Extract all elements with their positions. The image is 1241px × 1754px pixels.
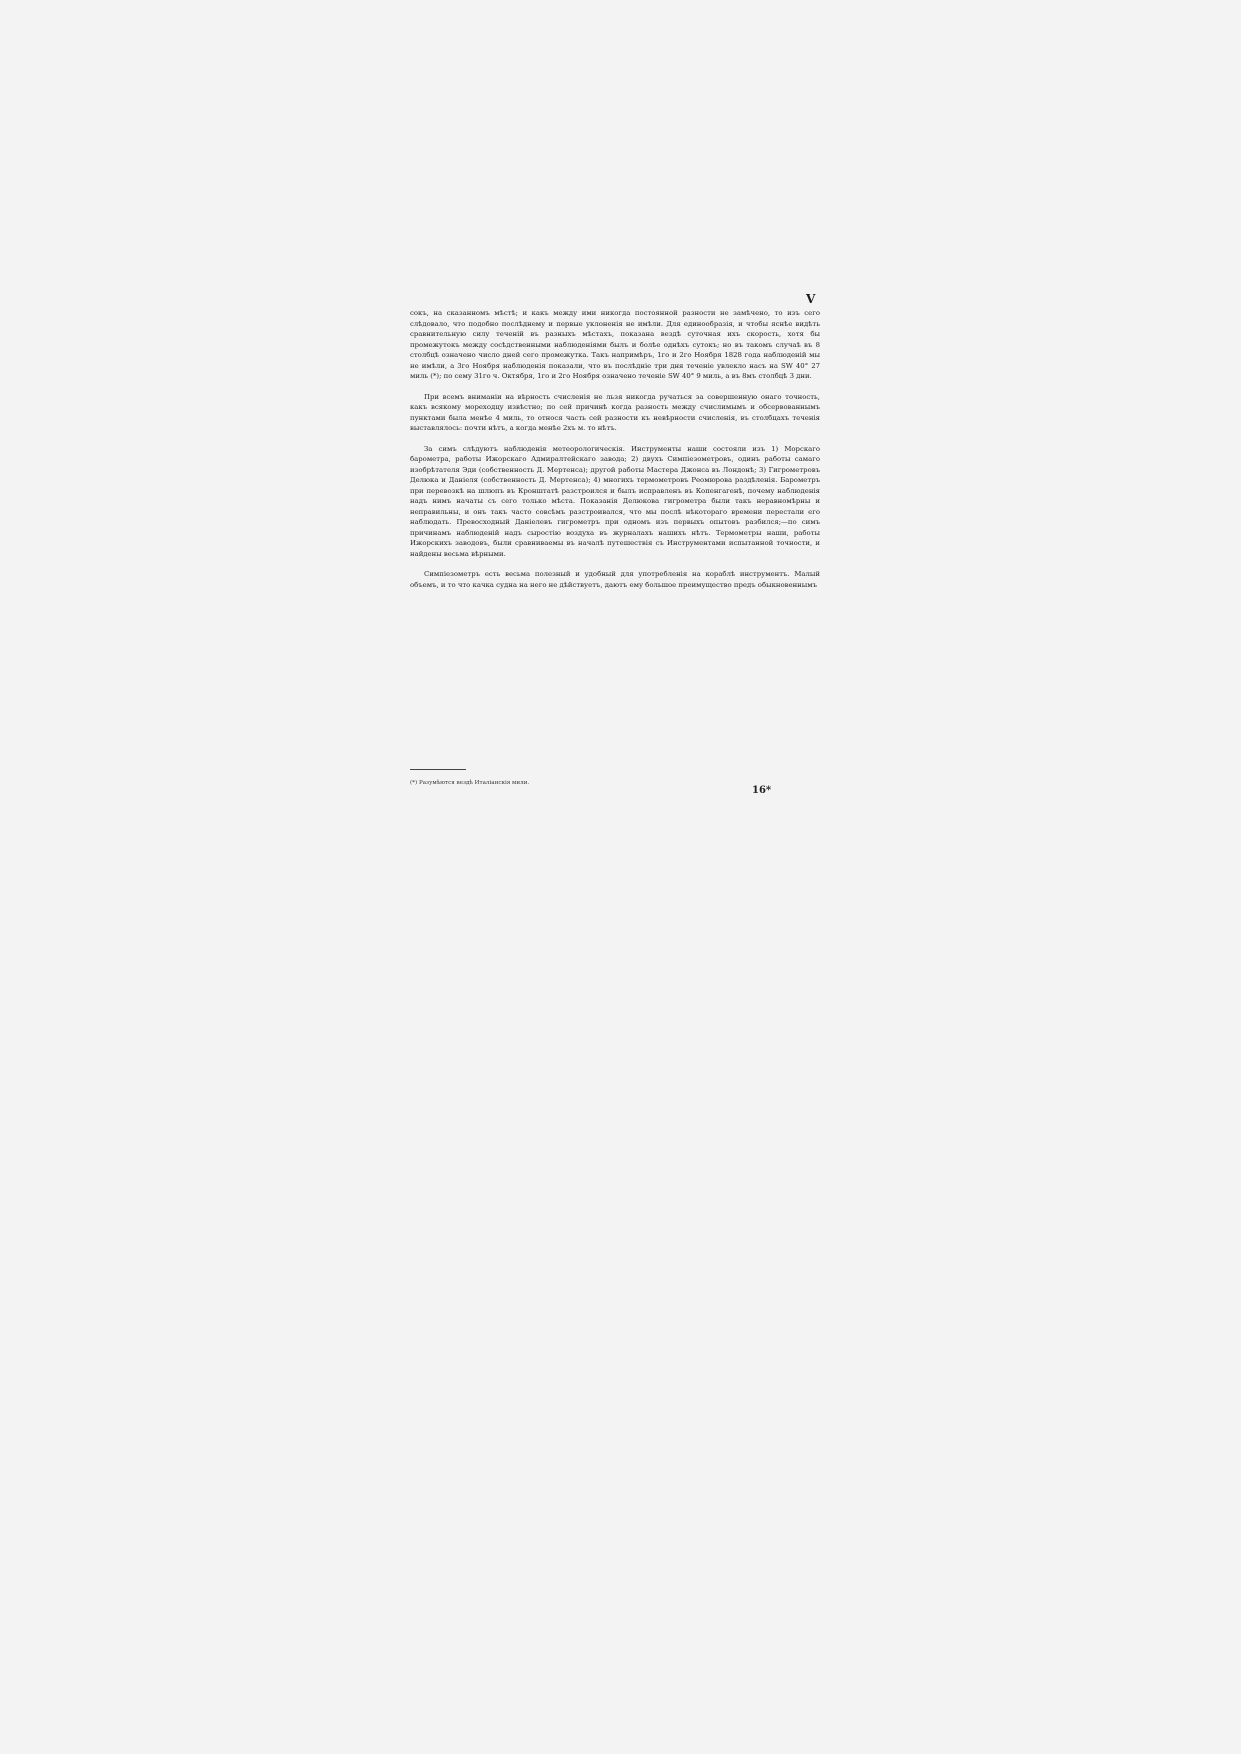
paragraph-2: При всемъ вниманіи на вѣрность счисленія не льзя никогда ручаться за совершенную онаго точность, какъ всякому мореходцу извѣстно; по сей причинѣ когда разность между счислимымъ и обсервованнымъ пунктами была менѣе 4 миль, то относя часть сей разности къ невѣрности счисленія, въ столбцахъ теченія выставлялось: почти нѣтъ, а когда менѣе 2хъ м. то нѣтъ. (410, 392, 820, 432)
footnote-divider (410, 769, 466, 770)
paragraph-4: Симпіезометръ есть весьма полезный и удобный для употребленія на кораблѣ инструментъ. Малый объемъ, и то что качка судна на него не дѣйствуетъ, даютъ ему большое преимущество предъ обыкновеннымъ (410, 570, 820, 589)
paragraph-3: За симъ слѣдуютъ наблюденія метеорологическія. Инструменты наши состояли изъ 1) Морскаго барометра, работы Ижорскаго Адмиралтейскаго завода; 2) двухъ Симпіезометровъ, одинъ работы самаго изобрѣтателя Эди (собственность Д. Мертенса); другой работы Мастера Джонса въ Лондонѣ; 3) Гигрометровъ Делюка и Даніеля (собственность Д. Мертенса); 4) многихъ термометровъ Реомюрова раздѣленія. Барометръ при перевозкѣ на шлюпъ въ Кронштатѣ разстроился и былъ исправленъ въ Копенгагенѣ, почему наблюденія надъ нимъ начаты съ сего только мѣста. Показанія Делюкова гигрометра были такъ неравномѣрны и неправильны, и онъ такъ часто совсѣмъ разстроивался, что мы послѣ нѣкотораго времени перестали его наблюдать. Превосходный Даніелевъ гигрометръ при одномъ изъ первыхъ опытовъ разбился;—по симъ причинамъ наблюденій надъ сыростію воздуха въ журналахъ нашихъ нѣтъ. Термометры наши, работы Ижорскихъ заводовъ, были сравниваемы въ началѣ путешествія съ Инструментами испытанной точности, и найдены весьма вѣрными. (410, 444, 820, 558)
body-text (410, 308, 820, 590)
paragraph-1: сокъ, на сказанномъ мѣстѣ; и какъ между ими никогда постоянной разности не замѣчено, то изъ сего слѣдовало, что подобно послѣднему и первые уклоненія не имѣли. Для единообразія, и чтобы яснѣе видѣть сравнительную силу теченій въ разныхъ мѣстахъ, показана вездѣ суточная ихъ скорость, хотя бы промежутокъ между сосѣдственными наблюденіями былъ и болѣе однѣхъ сутокъ; но въ такомъ случаѣ въ 8 столбцѣ означено число дней сего промежутка. Такъ напримѣръ, 1го и 2го Ноября 1828 года наблюденій мы не имѣли, а 3го Ноября наблюденія показали, что въ послѣдніе три дня теченіе увлекло насъ на SW 40° 27 миль (*); по сему 31го ч. Октября, 1го и 2го Ноября означено теченіе SW 40° 9 миль, а въ 8мъ столбцѣ 3 дни. (410, 309, 820, 380)
footnote: (*) Разумѣются вездѣ Италіанскія мили. (410, 780, 530, 786)
page-number: V (806, 292, 816, 306)
printer-signature-mark: 16* (752, 785, 772, 796)
